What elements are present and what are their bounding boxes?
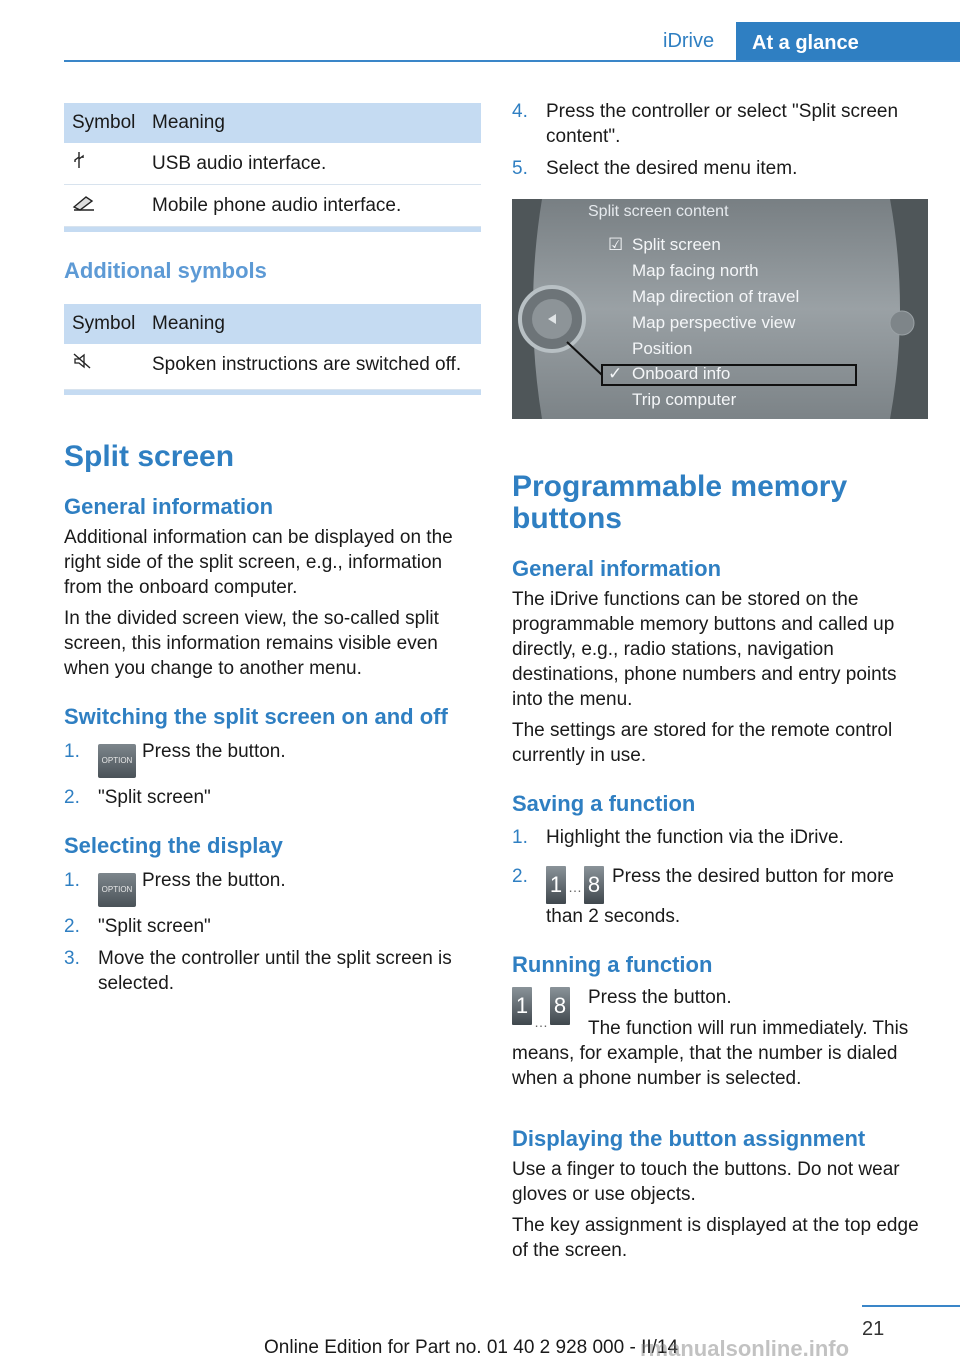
table-header-symbol: Symbol bbox=[64, 103, 144, 143]
screen-title: Split screen content bbox=[588, 203, 729, 220]
list-item: 1. OPTION Press the button. bbox=[64, 868, 481, 907]
saving-function-heading: Saving a function bbox=[512, 791, 696, 816]
display-paragraph-1: Use a finger to touch the buttons. Do not wear gloves or use objects. bbox=[512, 1159, 900, 1205]
split-screen-title: Split screen bbox=[64, 440, 235, 473]
screen-item-map-north: Map facing north bbox=[632, 261, 759, 280]
list-item: 3. Move the controller until the split screen is selected. bbox=[64, 948, 452, 994]
table-header-symbol: Symbol bbox=[64, 304, 144, 344]
list-item: 1. OPTION Press the button. bbox=[64, 739, 481, 778]
memory-buttons-graphic bbox=[512, 987, 584, 1031]
additional-symbols-heading: Additional symbols bbox=[64, 258, 267, 283]
screen-item-map-direction: Map direction of travel bbox=[632, 287, 800, 306]
memory-button-8-icon: 8 bbox=[550, 987, 570, 1025]
running-paragraph-2: The function will run immediately. This means, for example, that the number is dialed when a phone number is selected. bbox=[512, 1018, 909, 1089]
screen-item-trip-computer: Trip computer bbox=[632, 390, 737, 409]
table-cell-meaning: Spoken instructions are switched off. bbox=[144, 344, 481, 390]
list-item: 2. "Split screen" bbox=[64, 916, 211, 937]
memory-button-8-icon: 8 bbox=[584, 866, 604, 904]
check-icon: ✓ bbox=[608, 364, 623, 383]
selecting-display-heading: Selecting the display bbox=[64, 833, 283, 858]
option-button-icon: OPTION bbox=[98, 744, 136, 778]
list-item: 2. 1 … 8 Press the desired button for more than 2 seconds. bbox=[512, 866, 894, 927]
switching-steps bbox=[64, 739, 481, 810]
speaker-muted-icon bbox=[72, 352, 92, 370]
switching-heading: Switching the split screen on and off bbox=[64, 704, 448, 729]
split-more-steps bbox=[512, 99, 928, 181]
mobile-phone-icon bbox=[72, 195, 96, 211]
split-screen-content-image bbox=[512, 199, 928, 419]
screen-item-split-screen: Split screen bbox=[632, 235, 721, 254]
list-item: 1. Highlight the function via the iDrive. bbox=[512, 827, 844, 848]
screen-item-onboard-info: Onboard info bbox=[632, 364, 731, 383]
footer-edition: Online Edition for Part no. 01 40 2 928 000 - II/14 bbox=[264, 1337, 679, 1358]
header-tab: At a glance bbox=[736, 22, 960, 62]
running-paragraph-1: Press the button. bbox=[588, 987, 732, 1008]
list-item: 4. Press the controller or select "Split screen content". bbox=[512, 101, 899, 147]
table-cell-meaning: USB audio interface. bbox=[144, 143, 481, 185]
checkbox-icon: ☑ bbox=[608, 235, 624, 254]
left-column bbox=[64, 103, 481, 996]
split-paragraph-1: Additional information can be displayed on the right side of the split screen, e.g., information from the onboard computer. bbox=[64, 527, 453, 598]
general-information-heading: General information bbox=[64, 494, 274, 519]
selecting-steps bbox=[64, 868, 481, 996]
display-paragraph-2: The key assignment is displayed at the top edge of the screen. bbox=[512, 1215, 919, 1261]
option-button-icon: OPTION bbox=[98, 873, 136, 907]
running-function-block bbox=[512, 985, 928, 1091]
watermark: rmanualsonline.info bbox=[640, 1336, 850, 1361]
table-row bbox=[64, 185, 481, 227]
general-information-heading: General information bbox=[512, 556, 722, 581]
programmable-memory-title: Programmable memory buttons bbox=[512, 470, 848, 535]
right-column bbox=[512, 103, 928, 1263]
ellipsis-icon: … bbox=[534, 1014, 548, 1030]
header-rule bbox=[64, 60, 960, 62]
memory-paragraph-2: The settings are stored for the remote control currently in use. bbox=[512, 720, 893, 766]
page-number: 21 bbox=[862, 1318, 885, 1340]
table-cell-meaning: Mobile phone audio interface. bbox=[144, 185, 481, 227]
memory-button-1-icon: 1 bbox=[546, 866, 566, 904]
ellipsis-icon: … bbox=[568, 879, 582, 895]
table-end-bar bbox=[64, 227, 481, 232]
usb-icon bbox=[72, 151, 86, 169]
table-end-bar bbox=[64, 390, 481, 395]
symbol-table bbox=[64, 103, 481, 227]
table-header-meaning: Meaning bbox=[144, 304, 481, 344]
table-header-meaning: Meaning bbox=[144, 103, 481, 143]
header-section: iDrive bbox=[663, 30, 715, 52]
split-paragraph-2: In the divided screen view, the so-called split screen, this information remains visible even when you change to another menu. bbox=[64, 608, 439, 679]
additional-symbol-table bbox=[64, 304, 481, 390]
screen-item-position: Position bbox=[632, 339, 693, 358]
screen-frame-graphic bbox=[512, 199, 928, 419]
list-item: 2. "Split screen" bbox=[64, 787, 211, 808]
displaying-assignment-heading: Displaying the button assignment bbox=[512, 1126, 866, 1151]
saving-steps bbox=[512, 825, 928, 929]
running-function-heading: Running a function bbox=[512, 952, 713, 977]
table-row bbox=[64, 143, 481, 185]
table-row bbox=[64, 344, 481, 390]
list-item: 5. Select the desired menu item. bbox=[512, 158, 798, 179]
memory-paragraph-1: The iDrive functions can be stored on the programmable memory buttons and called up directly, e.g., radio stations, navigation destinations, phone numbers and entry points into the menu. bbox=[512, 589, 897, 710]
footer-rule bbox=[862, 1305, 960, 1307]
screen-item-map-perspective: Map perspective view bbox=[632, 313, 796, 332]
memory-button-1-icon: 1 bbox=[512, 987, 532, 1025]
